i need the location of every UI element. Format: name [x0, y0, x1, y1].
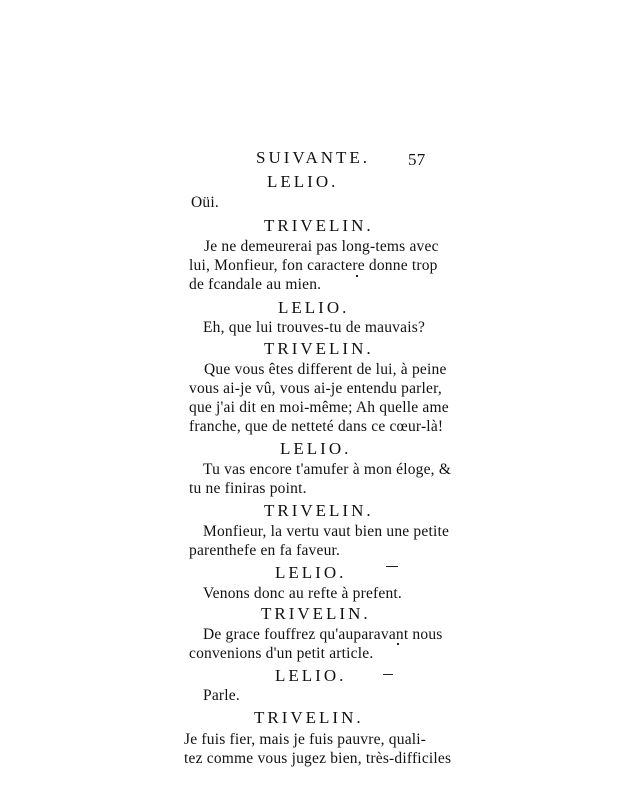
dialogue-line: de fcandale au mien.	[189, 276, 322, 293]
dialogue-line: Que vous êtes different de lui, à peine	[204, 361, 447, 378]
speaker-name: LELIO.	[275, 666, 347, 685]
dialogue-line: tu ne finiras point.	[189, 480, 307, 497]
speaker-name: LELIO.	[267, 172, 339, 191]
speaker-name: LELIO.	[280, 439, 352, 458]
dialogue-line: lui, Monfieur, fon caractere donne trop	[189, 257, 438, 274]
dialogue-line: Parle.	[203, 687, 240, 704]
dialogue-line: Tu vas encore t'amufer à mon éloge, &	[203, 461, 452, 478]
dialogue-line: Oüi.	[191, 194, 219, 211]
ink-speck	[383, 674, 393, 675]
speaker-name: LELIO.	[275, 563, 347, 582]
dialogue-line: Venons donc au refte à prefent.	[203, 585, 403, 602]
dialogue-line: De grace fouffrez qu'auparavant nous	[203, 626, 443, 643]
speaker-name: TRIVELIN.	[264, 339, 374, 358]
speaker-name: TRIVELIN.	[261, 604, 371, 623]
running-title: SUIVANTE.	[256, 148, 371, 167]
dialogue-line: Monfieur, la vertu vaut bien une petite	[203, 523, 450, 540]
dialogue-line: Je ne demeurerai pas long-tems avec	[204, 238, 439, 255]
ink-speck	[397, 643, 399, 645]
speaker-name: TRIVELIN.	[254, 708, 364, 727]
dialogue-line: franche, que de netteté dans ce cœur-là!	[189, 418, 444, 435]
dialogue-line: vous ai-je vû, vous ai-je entendu parler,	[189, 380, 442, 397]
ink-speck	[386, 566, 398, 567]
speaker-name: LELIO.	[278, 298, 350, 317]
dialogue-line: que j'ai dit en moi-même; Ah quelle ame	[189, 399, 449, 416]
speaker-name: TRIVELIN.	[264, 216, 374, 235]
ink-speck	[356, 275, 358, 277]
dialogue-line: Eh, que lui trouves-tu de mauvais?	[203, 319, 426, 336]
dialogue-line: tez comme vous jugez bien, très-difficiles	[184, 750, 452, 767]
dialogue-line: Je fuis fier, mais je fuis pauvre, quali-	[184, 731, 427, 748]
page-number: 57	[408, 150, 426, 169]
dialogue-line: parenthefe en fa faveur.	[189, 542, 341, 559]
dialogue-line: convenions d'un petit article.	[189, 645, 374, 662]
speaker-name: TRIVELIN.	[264, 501, 374, 520]
